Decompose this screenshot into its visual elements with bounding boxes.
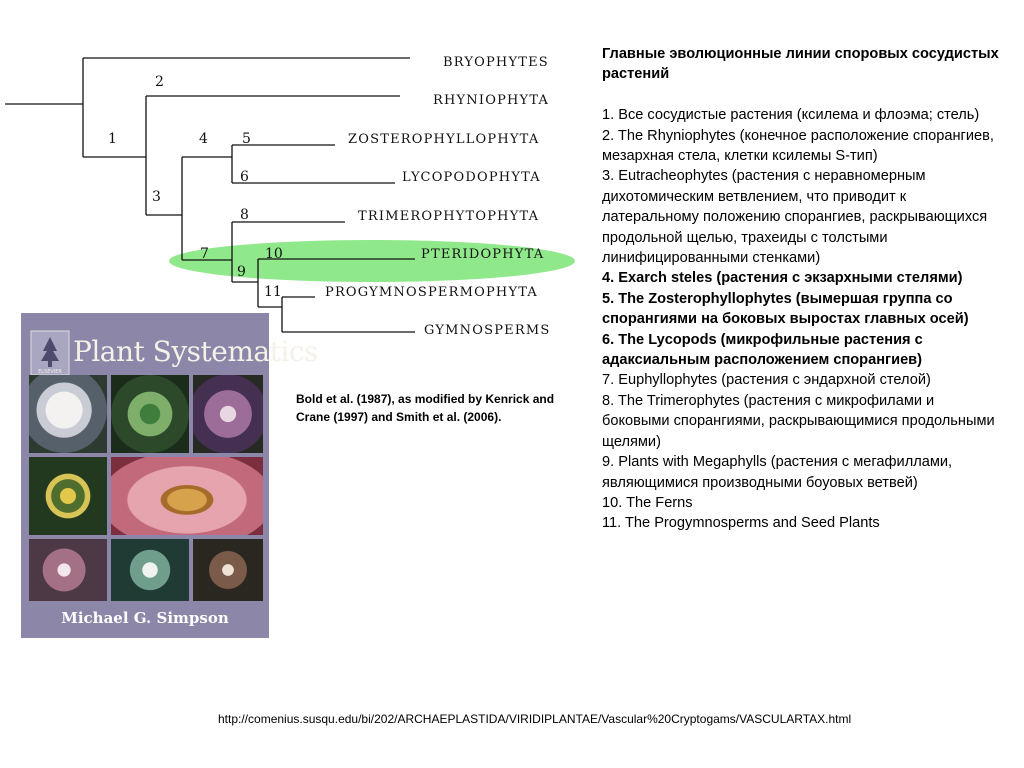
feature-list-item: 2. The Rhyniophytes (конечное расположение спорангиев, мезархная стела, клетки ксилемы S-тип) — [602, 127, 994, 165]
taxon-label-bryophytes: BRYOPHYTES — [443, 55, 549, 70]
node-label-7: 7 — [200, 246, 209, 262]
panel-heading: Главные эволюционные линии споровых сосудистых растений — [602, 46, 999, 83]
node-label-4: 4 — [199, 131, 208, 147]
flower-photo-cactus — [111, 375, 189, 453]
source-url: http://comenius.susqu.edu/bi/202/ARCHAEPLASTIDA/VIRIDIPLANTAE/Vascular%20Cryptogams/VASCULARTAX.html — [218, 712, 852, 726]
flower-photo-purple-blossom — [193, 375, 263, 453]
node-label-6: 6 — [240, 169, 249, 185]
feature-list — [602, 105, 1002, 534]
taxon-label-zosterophyllophyta: ZOSTEROPHYLLOPHYTA — [348, 132, 540, 147]
flower-photo-pink-cluster — [29, 539, 107, 601]
taxon-label-rhyniophyta: RHYNIOPHYTA — [433, 93, 550, 108]
node-label-3: 3 — [152, 189, 161, 205]
flower-photo-spiky — [111, 539, 189, 601]
feature-list-item: 9. Plants with Megaphylls (растения с мегафиллами, являющимися производными боуовых ветвей) — [602, 454, 953, 491]
feature-list-item: 1. Все сосудистые растения (ксилема и флоэма; стель) — [602, 107, 980, 124]
feature-list-item: 5. The Zosterophyllophytes (вымершая группа со спорангиями на боковых выростах главных осей) — [602, 290, 969, 328]
book-cover — [21, 313, 318, 638]
taxon-label-progymnospermophyta: PROGYMNOSPERMOPHYTA — [325, 285, 538, 300]
flower-photo-lotus-pod — [111, 457, 263, 535]
node-label-8: 8 — [240, 207, 249, 223]
book-title: Plant Systematics — [73, 335, 318, 368]
taxon-label-lycopodophyta: LYCOPODOPHYTA — [402, 170, 541, 185]
publisher-logo-text: ELSEVIER — [38, 369, 62, 375]
feature-list-item: 10. The Ferns — [602, 494, 693, 511]
node-label-5: 5 — [242, 131, 251, 147]
flower-photo-dark-orchid — [193, 539, 263, 601]
flower-photo-white-orchid — [29, 375, 107, 453]
feature-list-item: 6. The Lycopods (микрофильные растения с адаксиальным расположением спорангиев) — [602, 331, 923, 369]
feature-list-item: 4. Exarch steles (растения с экзархными стелями) — [602, 270, 963, 287]
taxon-label-trimerophytophyta: TRIMEROPHYTOPHYTA — [358, 209, 540, 224]
node-label-9: 9 — [237, 264, 246, 280]
feature-list-item: 7. Euphyllophytes (растения с эндархной стелой) — [602, 372, 931, 389]
node-label-11: 11 — [264, 284, 282, 300]
description-panel — [602, 44, 1002, 534]
feature-list-item: 3. Eutracheophytes (растения с неравномерным дихотомическим ветвлением, что приводит к латеральному положению спорангиев, раскрывающихся продольной щелью, трахеиды с толстыми линифицированными стенками) — [602, 168, 988, 267]
feature-list-item: 11. The Progymnosperms and Seed Plants — [602, 515, 880, 532]
node-label-10: 10 — [265, 246, 283, 262]
node-label-2: 2 — [155, 74, 164, 90]
feature-list-item: 8. The Trimerophytes (растения с микрофилами и боковыми спорангиями, раскрывающимися продольными щелями) — [602, 392, 995, 450]
taxon-label-pteridophyta: PTERIDOPHYTA — [421, 247, 545, 262]
cladogram — [0, 0, 590, 345]
elsevier-logo — [31, 331, 69, 375]
taxon-label-gymnosperms: GYMNOSPERMS — [424, 323, 551, 338]
node-label-1: 1 — [108, 131, 117, 147]
book-author: Michael G. Simpson — [61, 609, 229, 627]
flower-photo-yellow-composite — [29, 457, 107, 535]
citation-text: Bold et al. (1987), as modified by Kenrick and Crane (1997) and Smith et al. (2006). — [296, 392, 555, 424]
